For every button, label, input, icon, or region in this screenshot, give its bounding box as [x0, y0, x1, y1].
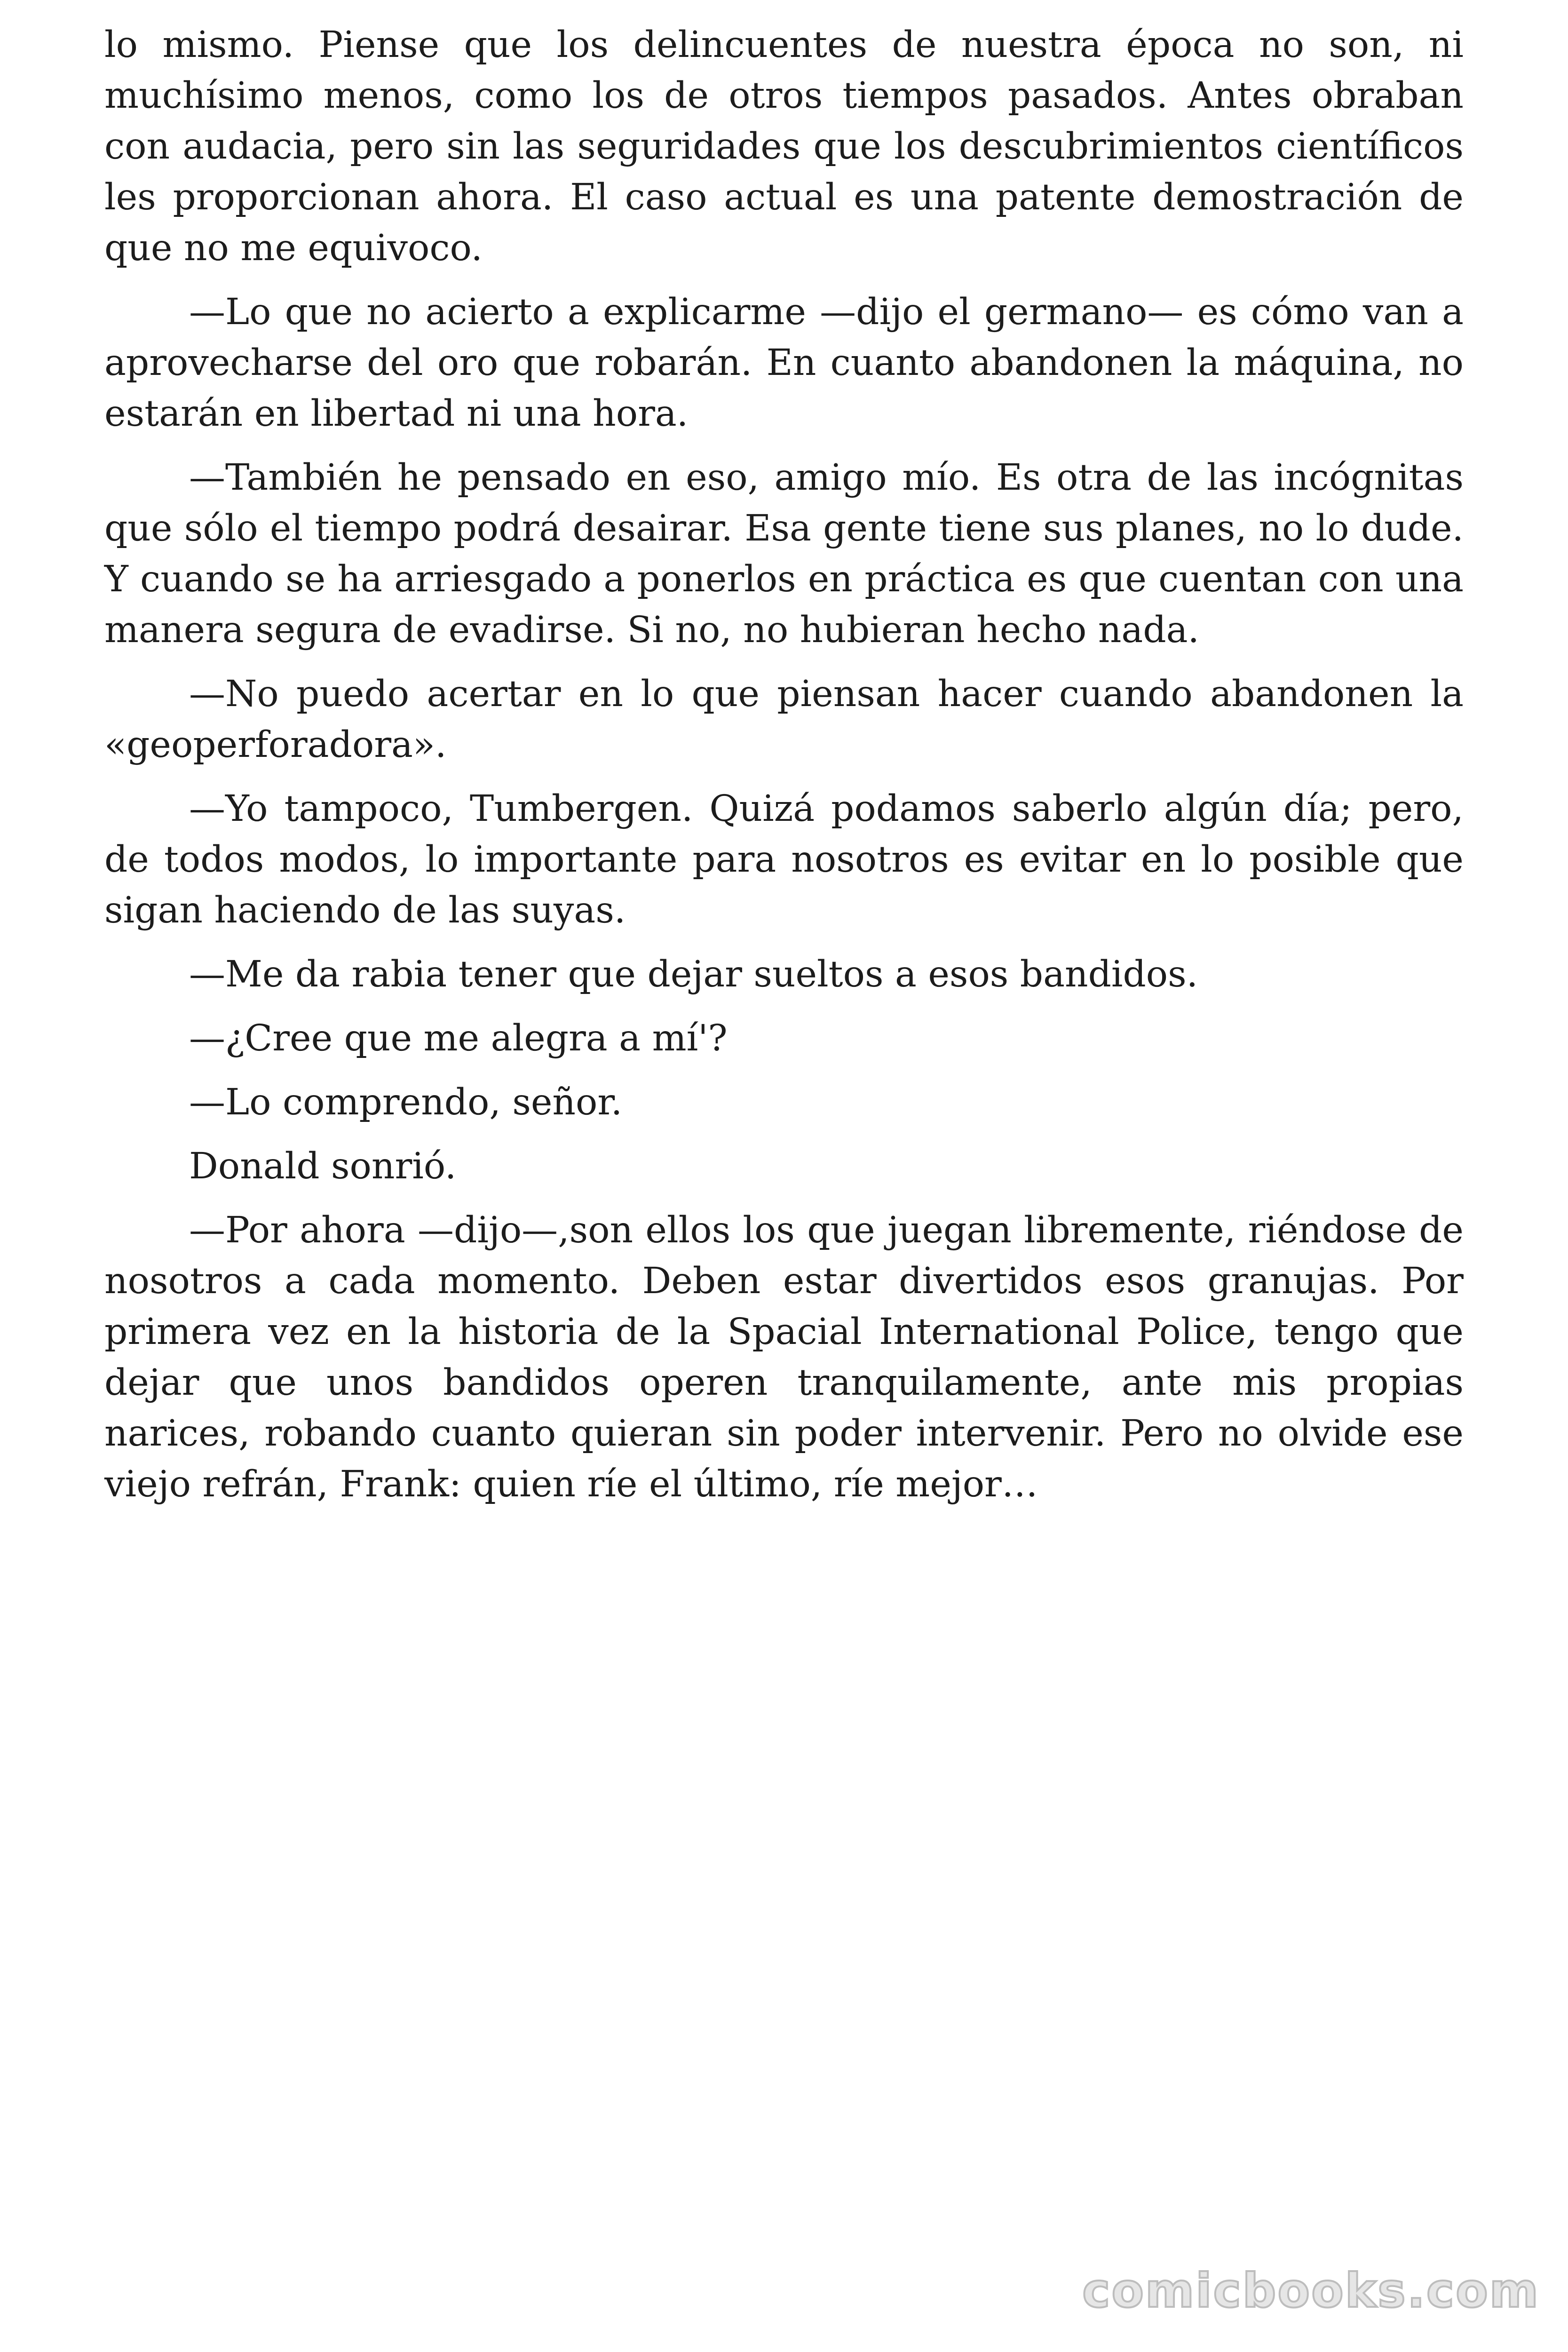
body-text [104, 20, 1464, 1523]
paragraph-6: —Me da rabia tener que dejar sueltos a esos bandidos. [189, 954, 1198, 995]
paragraph-4: —No puedo acertar en lo que piensan hacer cuando abandonen la «geoperforadora». [104, 673, 1464, 766]
paragraph-10: —Por ahora —dijo—,son ellos los que juegan libremente, riéndose de nosotros a cada momento. Deben estar divertidos esos granujas. Por primera vez en la historia de la Spacial International Police, tengo que dejar que unos bandidos operen tranquilamente, ante mis propias narices, robando cuanto quieran sin poder intervenir. Pero no olvide ese viejo refrán, Frank: quien ríe el último, ríe mejor… [104, 1209, 1464, 1505]
paragraph-1: lo mismo. Piense que los delincuentes de nuestra época no son, ni muchísimo menos, como los de otros tiempos pasados. Antes obraban con audacia, pero sin las seguridades que los descubrimientos científicos les proporcionan ahora. El caso actual es una patente demostración de que no me equivoco. [104, 24, 1464, 269]
paragraph-3: —También he pensado en eso, amigo mío. Es otra de las incógnitas que sólo el tiempo podrá desairar. Esa gente tiene sus planes, no lo dude. Y cuando se ha arriesgado a ponerlos en práctica es que cuentan con una manera segura de evadirse. Si no, no hubieran hecho nada. [104, 457, 1464, 651]
paragraph-8: —Lo comprendo, señor. [189, 1081, 623, 1123]
paragraph-7: —¿Cree que me alegra a mí'? [189, 1017, 728, 1059]
watermark-logo: comicbooks.com [1082, 2263, 1540, 2318]
paragraph-9: Donald sonrió. [189, 1145, 457, 1187]
paragraph-2: —Lo que no acierto a explicarme —dijo el germano— es cómo van a aprovecharse del oro que robarán. En cuanto abandonen la máquina, no estarán en libertad ni una hora. [104, 291, 1464, 435]
paragraph-5: —Yo tampoco, Tumbergen. Quizá podamos saberlo algún día; pero, de todos modos, lo importante para nosotros es evitar en lo posible que sigan haciendo de las suyas. [104, 788, 1464, 931]
